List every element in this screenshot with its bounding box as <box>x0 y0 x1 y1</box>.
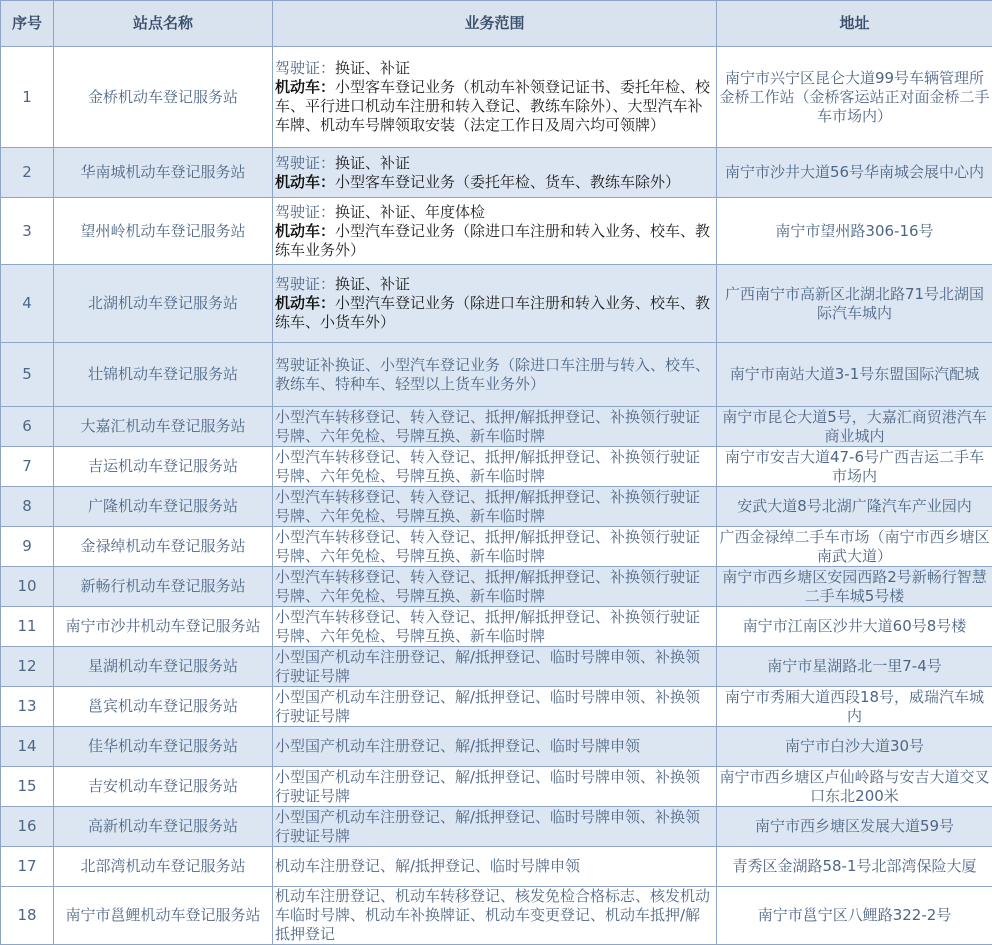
address-cell: 南宁市白沙大道30号 <box>717 727 992 767</box>
seq-cell: 11 <box>1 607 54 647</box>
license-label: 驾驶证： <box>275 59 335 77</box>
address-cell: 广西南宁市高新区北湖北路71号北湖国际汽车城内 <box>717 265 992 343</box>
station-name-cell: 吉运机动车登记服务站 <box>54 447 273 487</box>
address-cell: 南宁市西乡塘区发展大道59号 <box>717 807 992 847</box>
station-name-cell: 邕宾机动车登记服务站 <box>54 687 273 727</box>
seq-cell: 8 <box>1 487 54 527</box>
scope-cell <box>273 407 717 447</box>
license-label: 驾驶证： <box>275 203 335 221</box>
address-cell: 南宁市西乡塘区安园西路2号新畅行智慧二手车城5号楼 <box>717 567 992 607</box>
table-header <box>1 1 992 47</box>
address-cell: 南宁市安吉大道47-6号广西吉运二手车市场内 <box>717 447 992 487</box>
scope-text: 驾驶证补换证、小型汽车登记业务（除进口车注册与转入、校车、教练车、特种车、轻型以上货车业务外） <box>275 356 710 393</box>
scope-text: 小型国产机动车注册登记、解/抵押登记、临时号牌申领、补换领行驶证号牌 <box>275 688 700 725</box>
address-cell: 南宁市兴宁区昆仑大道99号车辆管理所金桥工作站（金桥客运站正对面金桥二手车市场内） <box>717 47 992 148</box>
license-services: 换证、补证 <box>335 59 410 77</box>
scope-cell <box>273 727 717 767</box>
table-row <box>1 887 992 945</box>
table-row <box>1 487 992 527</box>
table-row <box>1 343 992 407</box>
scope-cell <box>273 567 717 607</box>
vehicle-services: 小型汽车登记业务（除进口车注册和转入业务、校车、教练车业务外） <box>275 222 710 259</box>
station-name-cell: 金桥机动车登记服务站 <box>54 47 273 148</box>
scope-text: 小型汽车转移登记、转入登记、抵押/解抵押登记、补换领行驶证号牌、六年免检、号牌互换、新车临时牌 <box>275 568 700 605</box>
scope-text: 小型汽车转移登记、转入登记、抵押/解抵押登记、补换领行驶证号牌、六年免检、号牌互换、新车临时牌 <box>275 448 700 485</box>
address-cell: 南宁市昆仑大道5号，大嘉汇商贸港汽车商业城内 <box>717 407 992 447</box>
header-scope: 业务范围 <box>273 1 717 47</box>
seq-cell: 13 <box>1 687 54 727</box>
license-services: 换证、补证 <box>335 154 410 172</box>
table-row <box>1 807 992 847</box>
station-name-cell: 吉安机动车登记服务站 <box>54 767 273 807</box>
table-row <box>1 265 992 343</box>
scope-cell <box>273 198 717 265</box>
address-cell: 南宁市望州路306-16号 <box>717 198 992 265</box>
address-cell: 南宁市星湖路北一里7-4号 <box>717 647 992 687</box>
vehicle-label: 机动车： <box>275 173 335 191</box>
station-name-cell: 壮锦机动车登记服务站 <box>54 343 273 407</box>
scope-cell <box>273 148 717 198</box>
scope-cell <box>273 343 717 407</box>
seq-cell: 14 <box>1 727 54 767</box>
station-name-cell: 广隆机动车登记服务站 <box>54 487 273 527</box>
station-name-cell: 新畅行机动车登记服务站 <box>54 567 273 607</box>
seq-cell: 12 <box>1 647 54 687</box>
station-name-cell: 望州岭机动车登记服务站 <box>54 198 273 265</box>
station-name-cell: 南宁市沙井机动车登记服务站 <box>54 607 273 647</box>
license-services: 换证、补证 <box>335 275 410 293</box>
scope-text: 小型国产机动车注册登记、解/抵押登记、临时号牌申领、补换领行驶证号牌 <box>275 648 700 685</box>
vehicle-label: 机动车： <box>275 78 335 96</box>
header-address: 地址 <box>717 1 992 47</box>
station-name-cell: 金禄绰机动车登记服务站 <box>54 527 273 567</box>
seq-cell: 16 <box>1 807 54 847</box>
seq-cell: 3 <box>1 198 54 265</box>
vehicle-services: 小型汽车登记业务（除进口车注册和转入业务、校车、教练车、小货车外） <box>275 294 710 331</box>
address-cell: 南宁市沙井大道56号华南城会展中心内 <box>717 148 992 198</box>
table-row <box>1 148 992 198</box>
table-row <box>1 847 992 887</box>
scope-cell <box>273 607 717 647</box>
address-cell: 南宁市秀厢大道西段18号，威瑞汽车城内 <box>717 687 992 727</box>
vehicle-label: 机动车： <box>275 294 335 312</box>
scope-cell <box>273 647 717 687</box>
seq-cell: 4 <box>1 265 54 343</box>
seq-cell: 18 <box>1 887 54 945</box>
scope-cell <box>273 47 717 148</box>
license-services: 换证、补证、年度体检 <box>335 203 485 221</box>
station-name-cell: 大嘉汇机动车登记服务站 <box>54 407 273 447</box>
scope-text: 小型汽车转移登记、转入登记、抵押/解抵押登记、补换领行驶证号牌、六年免检、号牌互换、新车临时牌 <box>275 608 700 645</box>
header-seq: 序号 <box>1 1 54 47</box>
station-name-cell: 佳华机动车登记服务站 <box>54 727 273 767</box>
license-label: 驾驶证： <box>275 154 335 172</box>
scope-cell <box>273 847 717 887</box>
table-row <box>1 767 992 807</box>
address-cell: 南宁市南站大道3-1号东盟国际汽配城 <box>717 343 992 407</box>
vehicle-label: 机动车： <box>275 222 335 240</box>
table-row <box>1 47 992 148</box>
seq-cell: 5 <box>1 343 54 407</box>
address-cell: 青秀区金湖路58-1号北部湾保险大厦 <box>717 847 992 887</box>
address-cell: 安武大道8号北湖广隆汽车产业园内 <box>717 487 992 527</box>
station-name-cell: 南宁市邕鲤机动车登记服务站 <box>54 887 273 945</box>
vehicle-services: 小型客车登记业务（机动车补领登记证书、委托年检、校车、平行进口机动车注册和转入登记、教练车除外）、大型汽车补车牌、机动车号牌领取安装（法定工作日及周六均可领牌） <box>275 78 710 134</box>
station-name-cell: 星湖机动车登记服务站 <box>54 647 273 687</box>
scope-cell <box>273 807 717 847</box>
table-row <box>1 687 992 727</box>
scope-text: 机动车注册登记、解/抵押登记、临时号牌申领 <box>275 857 580 875</box>
address-cell: 南宁市西乡塘区卢仙岭路与安吉大道交叉口东北200米 <box>717 767 992 807</box>
seq-cell: 9 <box>1 527 54 567</box>
scope-cell <box>273 767 717 807</box>
scope-cell <box>273 527 717 567</box>
station-name-cell: 华南城机动车登记服务站 <box>54 148 273 198</box>
scope-text: 小型国产机动车注册登记、解/抵押登记、临时号牌申领 <box>275 737 640 755</box>
table-row <box>1 198 992 265</box>
table-row <box>1 527 992 567</box>
scope-cell <box>273 487 717 527</box>
address-cell: 南宁市邕宁区八鲤路322-2号 <box>717 887 992 945</box>
scope-text: 机动车注册登记、机动车转移登记、核发免检合格标志、核发机动车临时号牌、机动车补换牌证、机动车变更登记、机动车抵押/解抵押登记 <box>275 887 710 943</box>
scope-text: 小型汽车转移登记、转入登记、抵押/解抵押登记、补换领行驶证号牌、六年免检、号牌互换、新车临时牌 <box>275 488 700 525</box>
scope-text: 小型国产机动车注册登记、解/抵押登记、临时号牌申领、补换领行驶证号牌 <box>275 808 700 845</box>
seq-cell: 17 <box>1 847 54 887</box>
license-label: 驾驶证： <box>275 275 335 293</box>
seq-cell: 15 <box>1 767 54 807</box>
scope-cell <box>273 265 717 343</box>
seq-cell: 6 <box>1 407 54 447</box>
scope-text: 小型汽车转移登记、转入登记、抵押/解抵押登记、补换领行驶证号牌、六年免检、号牌互换、新车临时牌 <box>275 408 700 445</box>
station-name-cell: 高新机动车登记服务站 <box>54 807 273 847</box>
seq-cell: 10 <box>1 567 54 607</box>
table-row <box>1 407 992 447</box>
header-name: 站点名称 <box>54 1 273 47</box>
table-row <box>1 607 992 647</box>
table-row <box>1 447 992 487</box>
scope-text: 小型汽车转移登记、转入登记、抵押/解抵押登记、补换领行驶证号牌、六年免检、号牌互换、新车临时牌 <box>275 528 700 565</box>
scope-text: 小型国产机动车注册登记、解/抵押登记、临时号牌申领、补换领行驶证号牌 <box>275 768 700 805</box>
table-row <box>1 567 992 607</box>
table-row <box>1 727 992 767</box>
station-name-cell: 北部湾机动车登记服务站 <box>54 847 273 887</box>
seq-cell: 2 <box>1 148 54 198</box>
vehicle-services: 小型客车登记业务（委托年检、货车、教练车除外） <box>335 173 680 191</box>
scope-cell <box>273 887 717 945</box>
scope-cell <box>273 687 717 727</box>
scope-cell <box>273 447 717 487</box>
seq-cell: 7 <box>1 447 54 487</box>
station-name-cell: 北湖机动车登记服务站 <box>54 265 273 343</box>
address-cell: 南宁市江南区沙井大道60号8号楼 <box>717 607 992 647</box>
seq-cell: 1 <box>1 47 54 148</box>
table-row <box>1 647 992 687</box>
address-cell: 广西金禄绰二手车市场（南宁市西乡塘区南武大道） <box>717 527 992 567</box>
